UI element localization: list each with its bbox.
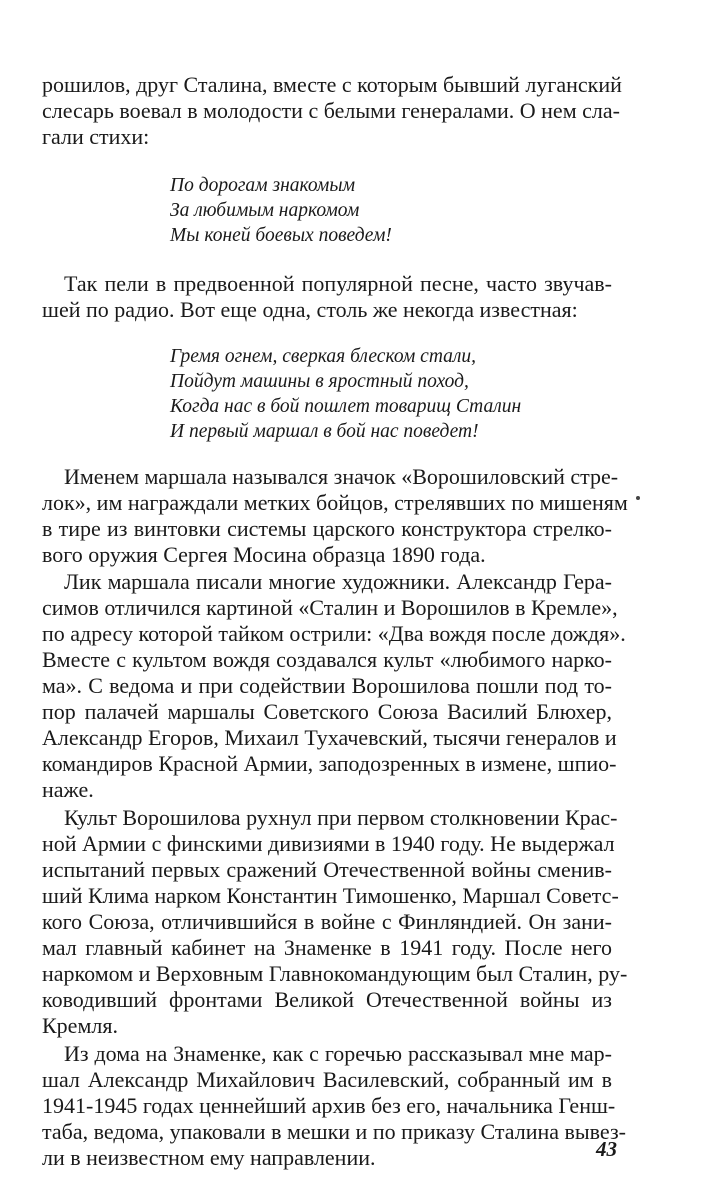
verse-line: По дорогам знакомым xyxy=(170,175,356,196)
page-number: 43 xyxy=(596,1137,617,1161)
text-line: пор палачей маршалы Советского Союза Василий Блюхер, xyxy=(42,699,612,724)
text-line: Так пели в предвоенной популярной песне, часто звучав- xyxy=(64,271,612,296)
verse-line: Когда нас в бой пошлет товарищ Сталин xyxy=(170,396,522,417)
verse-line: Пойдут машины в яростный поход, xyxy=(170,371,469,392)
text-line: таба, ведома, упаковали в мешки и по приказу Сталина вывез- xyxy=(42,1119,626,1144)
text-line: Кремля. xyxy=(42,1013,118,1038)
text-line: шей по радио. Вот еще одна, столь же некогда известная: xyxy=(42,297,578,322)
text-line: Культ Ворошилова рухнул при первом столкновении Крас- xyxy=(64,805,618,830)
text-line: Вместе с культом вождя создавался культ «любимого нарко- xyxy=(42,647,612,672)
verse-line: Мы коней боевых поведем! xyxy=(170,225,392,246)
text-line: Из дома на Знаменке, как с горечью рассказывал мне мар- xyxy=(64,1041,612,1066)
text-line: ли в неизвестном ему направлении. xyxy=(42,1145,376,1170)
text-line: симов отличился картиной «Сталин и Ворошилов в Кремле», xyxy=(42,595,618,620)
text-line: мал главный кабинет на Знаменке в 1941 году. После него xyxy=(42,935,612,960)
text-line: ной Армии с финскими дивизиями в 1940 году. Не выдержал xyxy=(42,831,615,856)
text-line: по адресу которой тайком острили: «Два вождя после дождя». xyxy=(42,621,626,646)
scan-speck xyxy=(636,496,640,500)
text-line: ма». С ведома и при содействии Ворошилова пошли под то- xyxy=(42,673,612,698)
verse-line: Гремя огнем, сверкая блеском стали, xyxy=(170,346,477,367)
verse-line: И первый маршал в бой нас поведет! xyxy=(170,421,479,442)
text-line: рошилов, друг Сталина, вместе с которым бывший луганский xyxy=(42,72,622,97)
text-line: лок», им награждали метких бойцов, стрелявших по мишеням xyxy=(42,490,628,515)
text-line: вого оружия Сергея Мосина образца 1890 года. xyxy=(42,542,486,567)
text-line: командиров Красной Армии, заподозренных в измене, шпио- xyxy=(42,751,617,776)
text-line: ководивший фронтами Великой Отечественной войны из xyxy=(42,987,612,1012)
text-line: испытаний первых сражений Отечественной войны сменив- xyxy=(42,857,612,882)
text-line: Именем маршала назывался значок «Ворошиловский стре- xyxy=(64,464,619,489)
text-line: ший Клима нарком Константин Тимошенко, Маршал Советс- xyxy=(42,883,619,908)
text-line: 1941-1945 годах ценнейший архив без его, начальника Генш- xyxy=(42,1093,616,1118)
text-line: Лик маршала писали многие художники. Александр Гера- xyxy=(64,569,612,594)
text-line: кого Союза, отличившийся в войне с Финляндией. Он зани- xyxy=(42,909,612,934)
text-line: наже. xyxy=(42,777,94,802)
text-line: Александр Егоров, Михаил Тухачевский, тысячи генералов и xyxy=(42,725,617,750)
text-line: слесарь воевал в молодости с белыми генералами. О нем сла- xyxy=(42,98,620,123)
verse-line: За любимым наркомом xyxy=(170,200,360,221)
text-line: наркомом и Верховным Главнокомандующим был Сталин, ру- xyxy=(42,961,628,986)
text-line: шал Александр Михайлович Василевский, собранный им в xyxy=(42,1067,612,1092)
text-line: в тире из винтовки системы царского конструктора стрелко- xyxy=(42,516,612,541)
text-line: гали стихи: xyxy=(42,124,150,149)
